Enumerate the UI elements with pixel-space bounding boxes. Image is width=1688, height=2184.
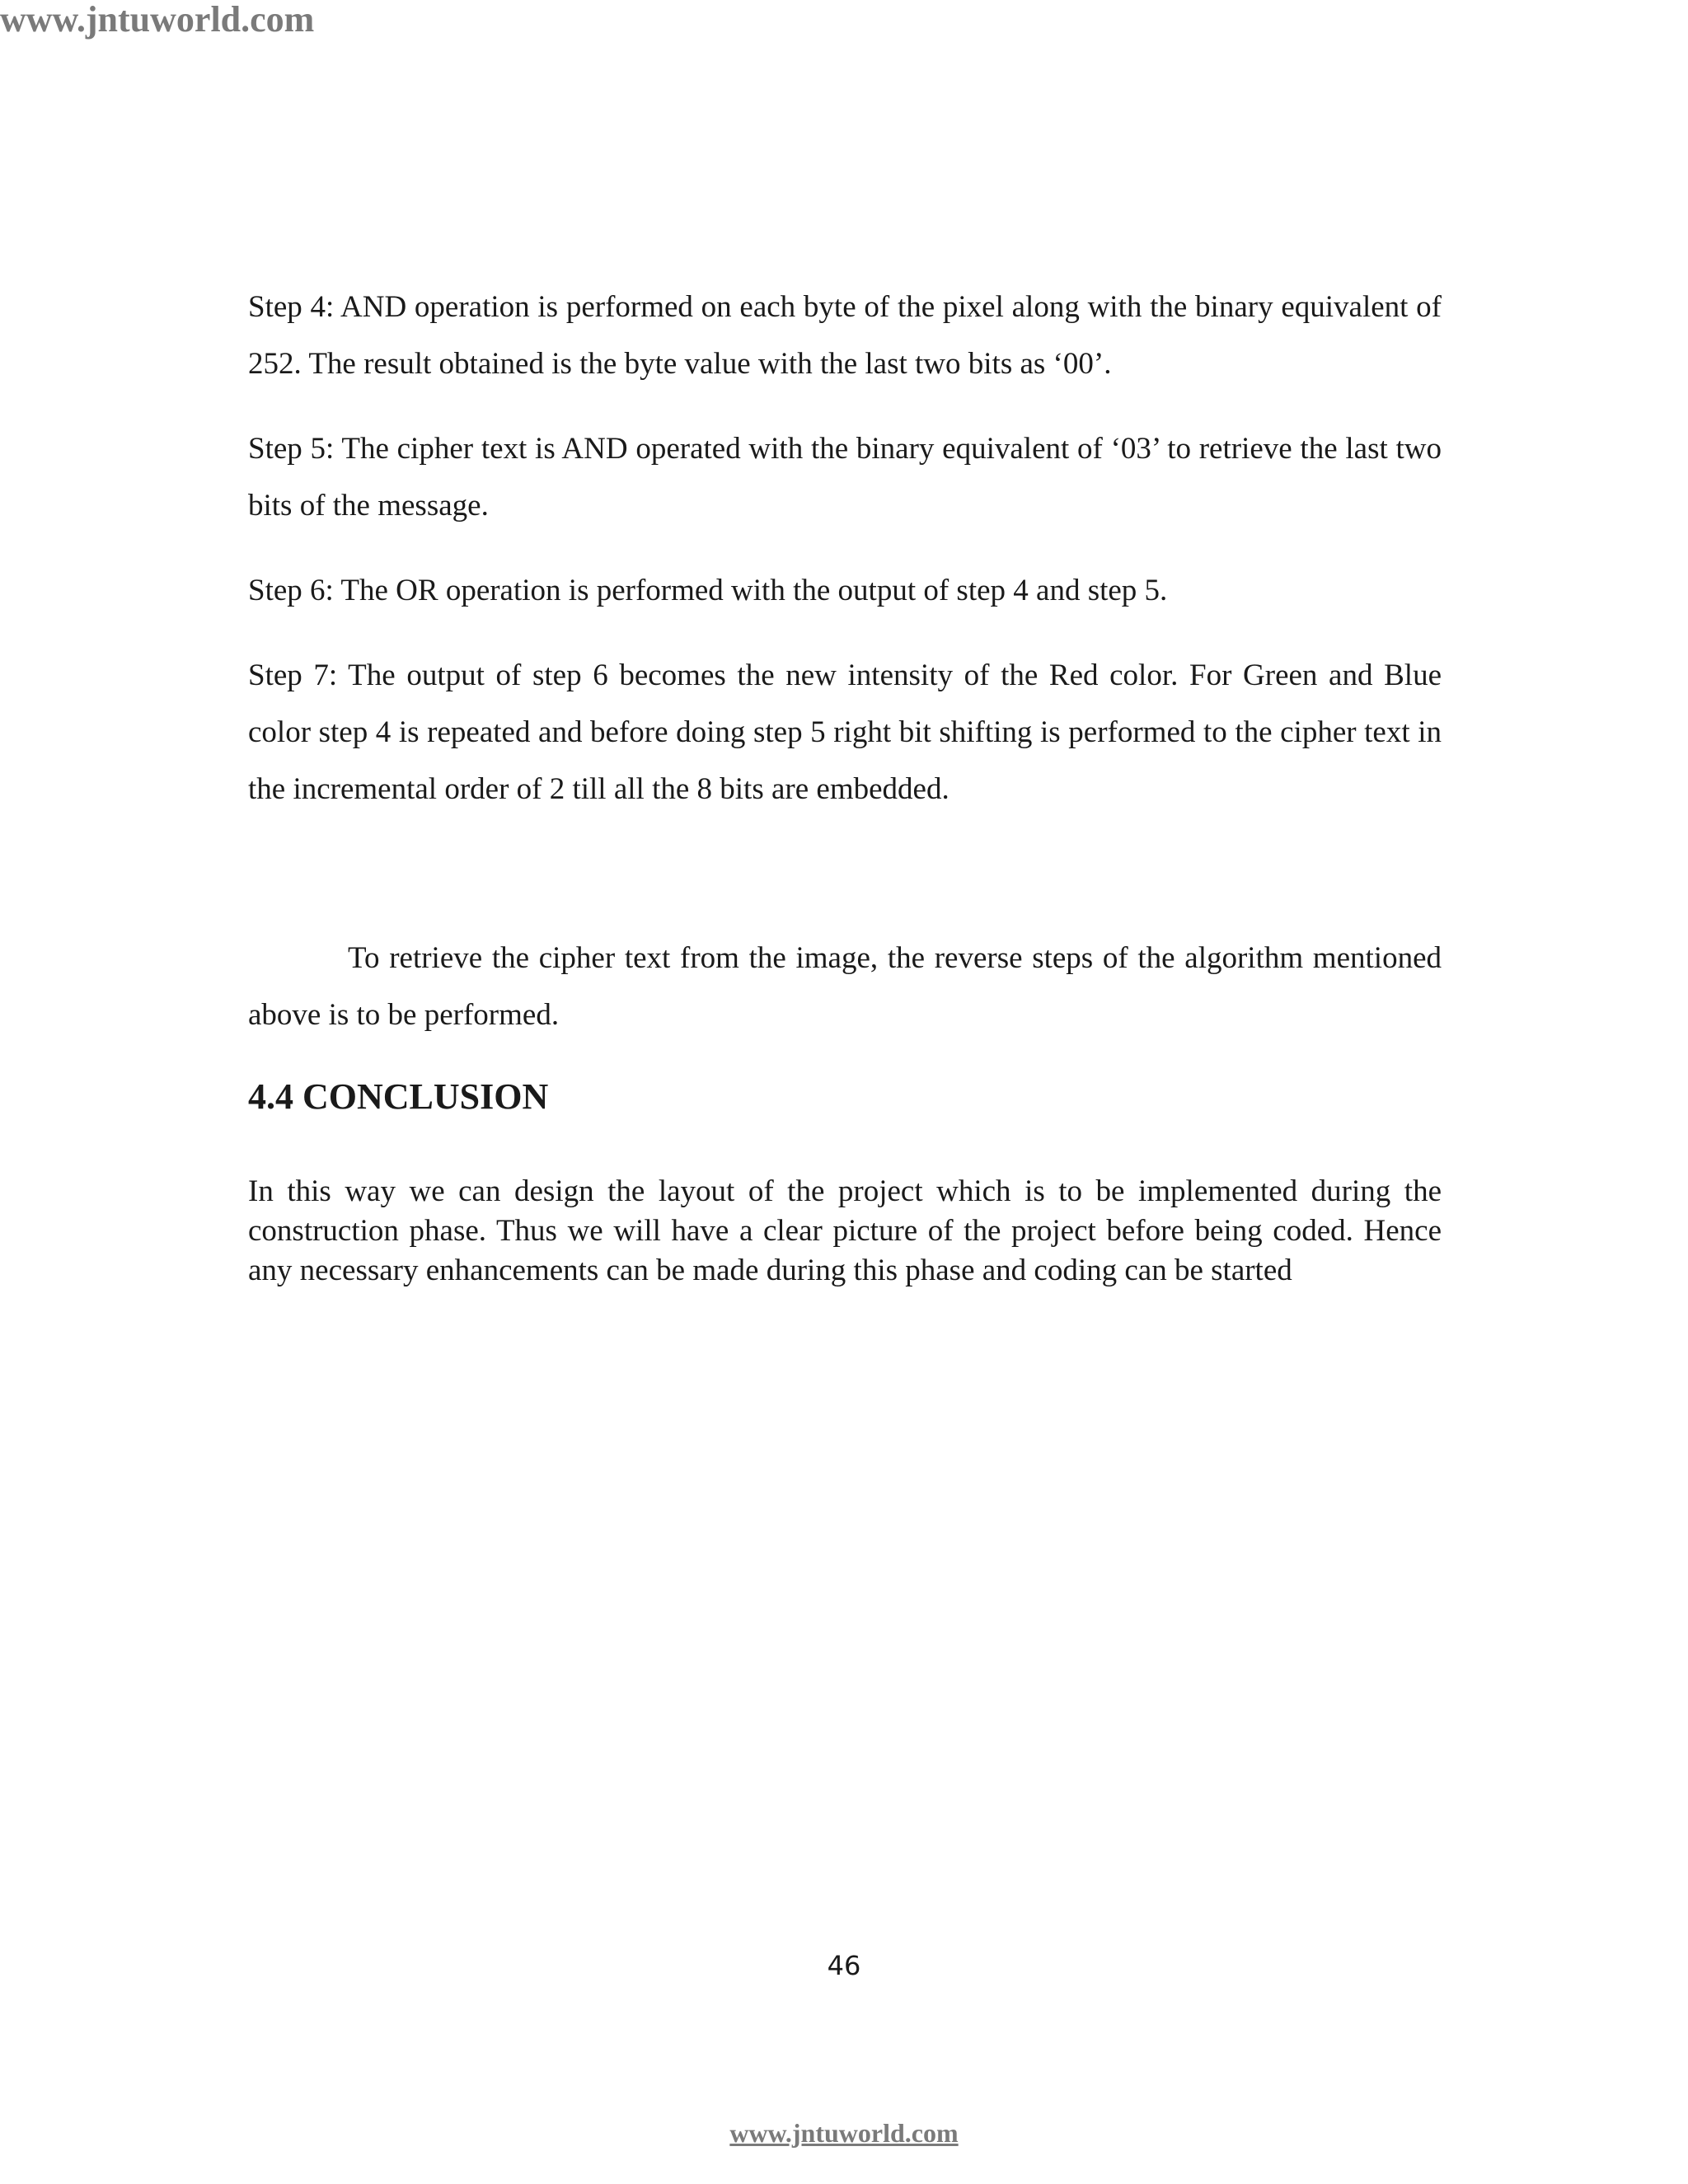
footer-watermark-link[interactable]: www.jntuworld.com [729,2118,959,2148]
retrieve-paragraph: To retrieve the cipher text from the image, the reverse steps of the algorithm mentioned above is to be performed. [248,941,1442,1032]
page-number: 46 [827,1950,861,1981]
header-watermark: www.jntuworld.com [0,0,315,40]
step-7-paragraph: Step 7: The output of step 6 becomes the new intensity of the Red color. For Green and Blue color step 4 is repeated and before doing step 5 right bit shifting is performed to the cipher text in the incremental order of 2 till all the 8 bits are embedded. [248,658,1442,806]
conclusion-paragraph: In this way we can design the layout of the project which is to be implemented during the construction phase. Thus we will have a clear picture of the project before being coded. Hence any necessary enhancements can be made during this phase and coding can be started [248,1174,1442,1287]
footer-watermark [0,2116,1688,2149]
step-6-paragraph: Step 6: The OR operation is performed with the output of step 4 and step 5. [248,574,1168,607]
step-5-paragraph: Step 5: The cipher text is AND operated with the binary equivalent of ‘03’ to retrieve the last two bits of the message. [248,432,1442,523]
step-4-paragraph: Step 4: AND operation is performed on each byte of the pixel along with the binary equivalent of 252. The result obtained is the byte value with the last two bits as ‘00’. [248,290,1442,381]
section-heading: 4.4 CONCLUSION [248,1076,549,1117]
